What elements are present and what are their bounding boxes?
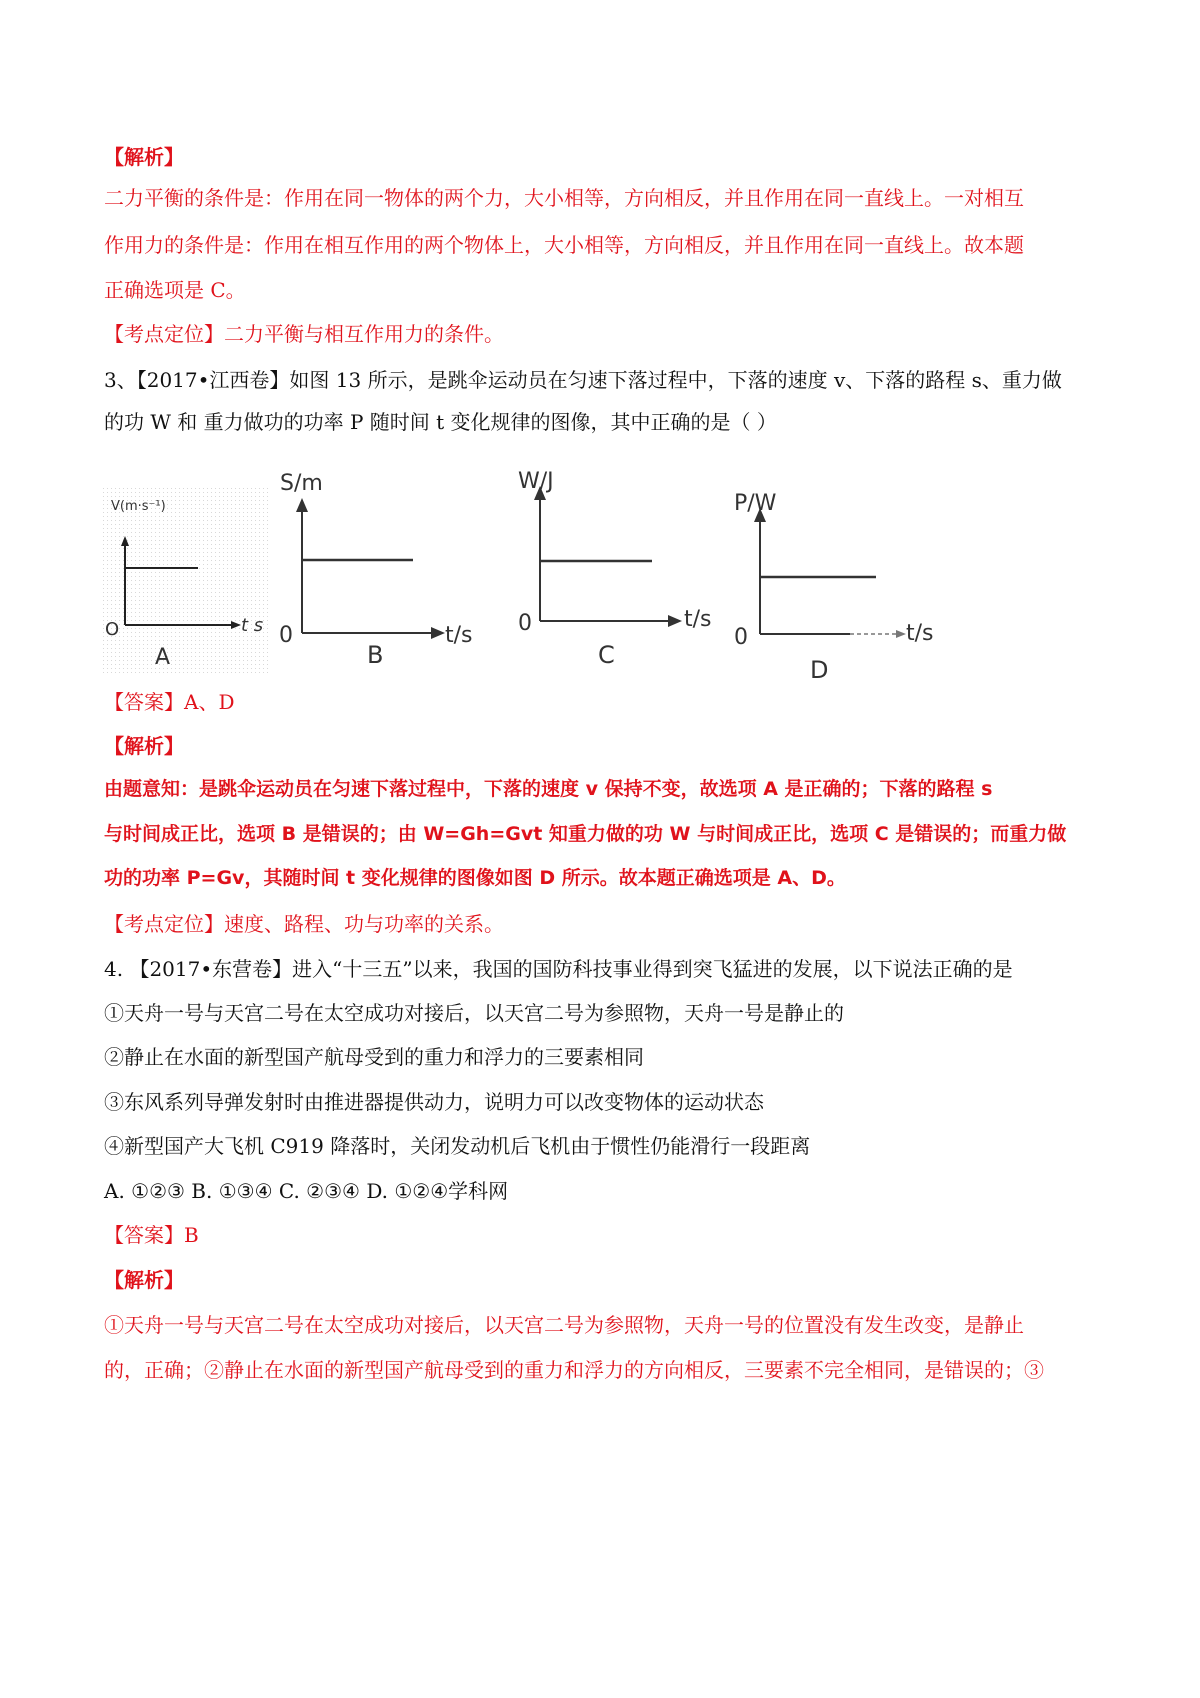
graph-letter: A (155, 645, 171, 670)
origin-label: 0 (518, 611, 532, 636)
analysis-text-line: 由题意知：是跳伞运动员在匀速下落过程中，下落的速度 v 保持不变，故选项 A 是正确的；下落的路程 s (104, 778, 993, 800)
x-axis-label: t s (241, 615, 264, 636)
graph-b (275, 460, 485, 675)
statement-item: ②静止在水面的新型国产航母受到的重力和浮力的三要素相同 (104, 1045, 644, 1069)
analysis-text-line: 正确选项是 C。 (104, 278, 246, 302)
y-axis-label: S/m (280, 471, 323, 496)
x-axis-arrow-icon (431, 627, 445, 639)
analysis-text-line: 的，正确；②静止在水面的新型国产航母受到的重力和浮力的方向相反，三要素不完全相同，是错误的；③ (104, 1358, 1044, 1382)
analysis-text-line: 二力平衡的条件是：作用在同一物体的两个力，大小相等，方向相反，并且作用在同一直线上。一对相互 (104, 186, 1024, 210)
analysis-text-line: 作用力的条件是：作用在相互作用的两个物体上，大小相等，方向相反，并且作用在同一直线上。故本题 (104, 233, 1024, 257)
graph-c (512, 468, 722, 683)
statement-item: ④新型国产大飞机 C919 降落时，关闭发动机后飞机由于惯性仍能滑行一段距离 (104, 1134, 811, 1158)
kaodian-line: 【考点定位】速度、路程、功与功率的关系。 (104, 912, 504, 936)
y-axis-label: P/W (734, 491, 777, 516)
graph-a (103, 488, 271, 674)
answer-text: 【答案】B (104, 1223, 199, 1247)
graph-letter: C (598, 641, 615, 669)
origin-label: 0 (734, 625, 748, 650)
x-axis-label: t/s (906, 621, 934, 646)
analysis-heading: 【解析】 (104, 145, 184, 169)
question-stem: 4. 【2017•东营卷】进入“十三五”以来，我国的国防科技事业得到突飞猛进的发展，以下说法正确的是 (104, 957, 1013, 981)
x-axis-arrow-icon (896, 630, 906, 638)
question-stem: 3、【2017•江西卷】如图 13 所示，是跳伞运动员在匀速下落过程中，下落的速度 v、下落的路程 s、重力做 (104, 368, 1062, 392)
analysis-text-line: 功的功率 P=Gv，其随时间 t 变化规律的图像如图 D 所示。故本题正确选项是 A、D。 (104, 867, 846, 889)
question-stem: 的功 W 和 重力做功的功率 P 随时间 t 变化规律的图像，其中正确的是（ ） (104, 410, 777, 434)
graph-letter: B (367, 641, 384, 669)
statement-item: ①天舟一号与天宫二号在太空成功对接后，以天宫二号为参照物，天舟一号是静止的 (104, 1001, 844, 1025)
analysis-heading: 【解析】 (104, 734, 184, 758)
kaodian-line (104, 320, 504, 348)
statement-item: ③东风系列导弹发射时由推进器提供动力，说明力可以改变物体的运动状态 (104, 1090, 764, 1114)
y-axis-arrow-icon (296, 498, 308, 512)
y-axis-label: V(m·s⁻¹) (111, 499, 166, 514)
answer-line (104, 688, 234, 716)
analysis-text-line: ①天舟一号与天宫二号在太空成功对接后，以天宫二号为参照物，天舟一号的位置没有发生改变，是静止 (104, 1313, 1024, 1337)
answer-text: 【答案】A、D (104, 690, 235, 714)
graph-letter: D (810, 656, 829, 684)
x-axis-label: t/s (445, 623, 473, 648)
x-axis-arrow-icon (668, 615, 682, 627)
answer-line (104, 1221, 199, 1249)
origin-label: 0 (279, 623, 293, 648)
x-axis-label: t/s (684, 607, 712, 632)
analysis-heading: 【解析】 (104, 1268, 184, 1292)
origin-label: O (105, 619, 120, 640)
analysis-text-line: 与时间成正比，选项 B 是错误的；由 W=Gh=Gvt 知重力做的功 W 与时间成正比，选项 C 是错误的；而重力做 (104, 823, 1067, 845)
graph-d (730, 480, 960, 695)
y-axis-label: W/J (518, 469, 554, 494)
options-line: A. ①②③ B. ①③④ C. ②③④ D. ①②④学科网 (104, 1179, 509, 1203)
kaodian-text: 【考点定位】二力平衡与相互作用力的条件。 (104, 322, 504, 346)
